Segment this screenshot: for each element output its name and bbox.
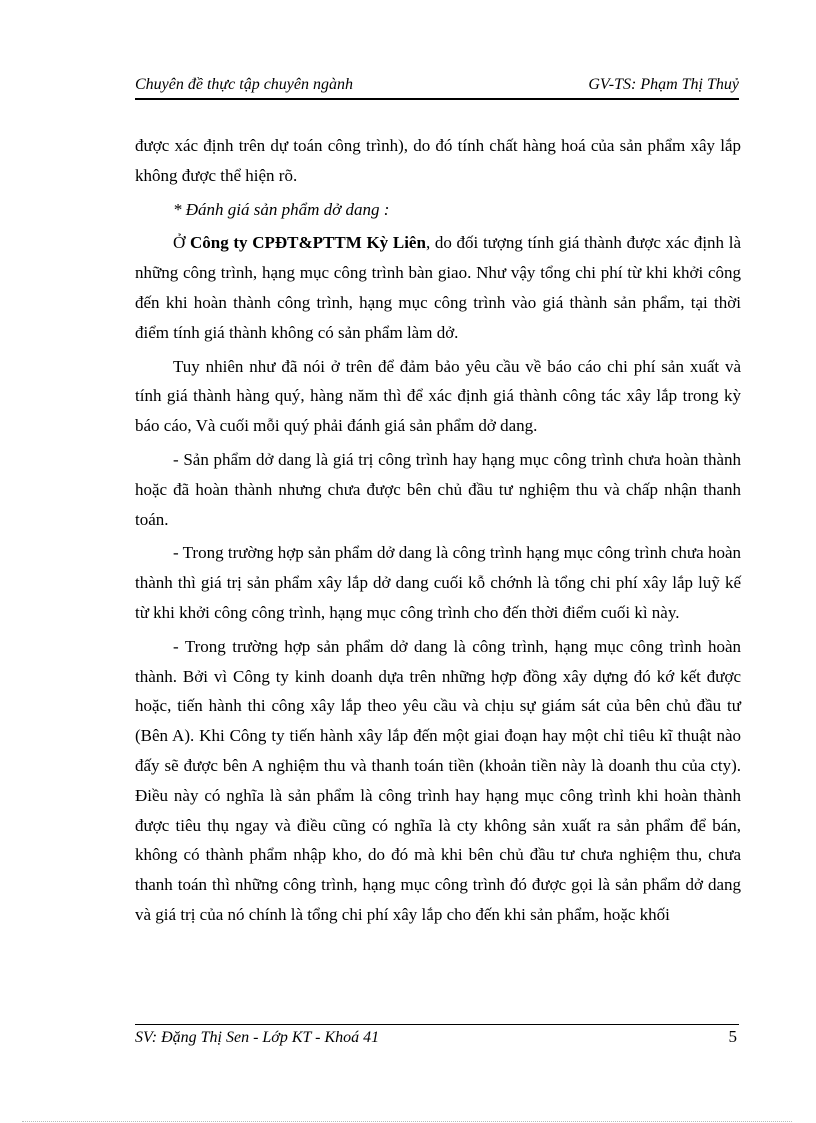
header-supervisor: GV-TS: Phạm Thị Thuỷ <box>588 76 739 93</box>
footer-student: SV: Đặng Thị Sen - Lớp KT - Khoá 41 <box>135 1029 380 1046</box>
paragraph-finished-case: - Trong trường hợp sản phẩm dở dang là công trình, hạng mục công trình hoàn thành. Bởi vì Công ty kinh doanh dựa trên những hợp đồng xây dựng đó kớ kết được hoặc, tiến hành thi công xây lắp theo yêu cầu và chịu sự giám sát của bên chủ đầu tư (Bên A). Khi Công ty tiến hành xây lắp đến một giai đoạn hay một chỉ tiêu kĩ thuật nào đấy sẽ được bên A nghiệm thu và thanh toán tiền (khoản tiền này là doanh thu của cty). Điều này có nghĩa là sản phẩm là công trình hay hạng mục công trình khi hoàn thành được tiêu thụ ngay và điều cũng có nghĩa là cty không sản xuất ra sản phẩm để bán, không có thành phẩm nhập kho, do đó mà khi bên chủ đầu tư chưa nghiệm thu, chưa thanh toán thì những công trình, hạng mục công trình đó được gọi là sản phẩm dở dang và giá trị của nó chính là tổng chi phí xây lắp cho đến khi sản phẩm, hoặc khối <box>135 636 741 924</box>
page-edge-divider <box>22 1121 792 1122</box>
paragraph-wip-definition: - Sản phẩm dở dang là giá trị công trình hay hạng mục công trình chưa hoàn thành hoặc đã hoàn thành nhưng chưa được bên chủ đầu tư nghiệm thu và chấp nhận thanh toán. <box>135 449 741 529</box>
paragraph-text: , do đối tượng tính giá thành được xác định là những công trình, hạng mục công trình bàn giao. Như vậy tổng chi phí từ khi khởi công đến khi hoàn thành công trình, hạng mục công trình vào giá thành sản phẩm, tại thời điểm tính giá thành không có sản phẩm làm dở. <box>135 233 741 342</box>
page-footer <box>135 1024 739 1046</box>
paragraph-continuation: được xác định trên dự toán công trình), do đó tính chất hàng hoá của sản phẩm xây lắp không được thể hiện rõ. <box>135 136 741 185</box>
paragraph-prefix: Ở <box>173 233 190 253</box>
document-body <box>135 131 741 934</box>
section-heading: * Đánh giá sản phẩm dở dang : <box>173 199 390 219</box>
paragraph-company <box>135 228 741 347</box>
paragraph-reporting: Tuy nhiên như đã nói ở trên để đảm bảo yêu cầu về báo cáo chi phí sản xuất và tính giá thành hàng quý, hàng năm thì để xác định giá thành công tác xây lắp trong kỳ báo cáo, Và cuối mỗi quý phải đánh giá sản phẩm dở dang. <box>135 356 741 436</box>
page-number: 5 <box>728 1027 737 1046</box>
header-report-title: Chuyên đề thực tập chuyên ngành <box>135 76 353 93</box>
company-name: Công ty CPĐT&PTTM Kỳ Liên <box>189 233 426 253</box>
page-header <box>135 76 739 100</box>
paragraph-unfinished-case: - Trong trường hợp sản phẩm dở dang là công trình hạng mục công trình chưa hoàn thành thì giá trị sản phẩm xây lắp dở dang cuối kỗ chớnh là tổng chi phí xây lắp luỹ kế từ khi khởi công công trình, hạng mục công trình cho đến thời điểm cuối kì này. <box>135 543 741 622</box>
